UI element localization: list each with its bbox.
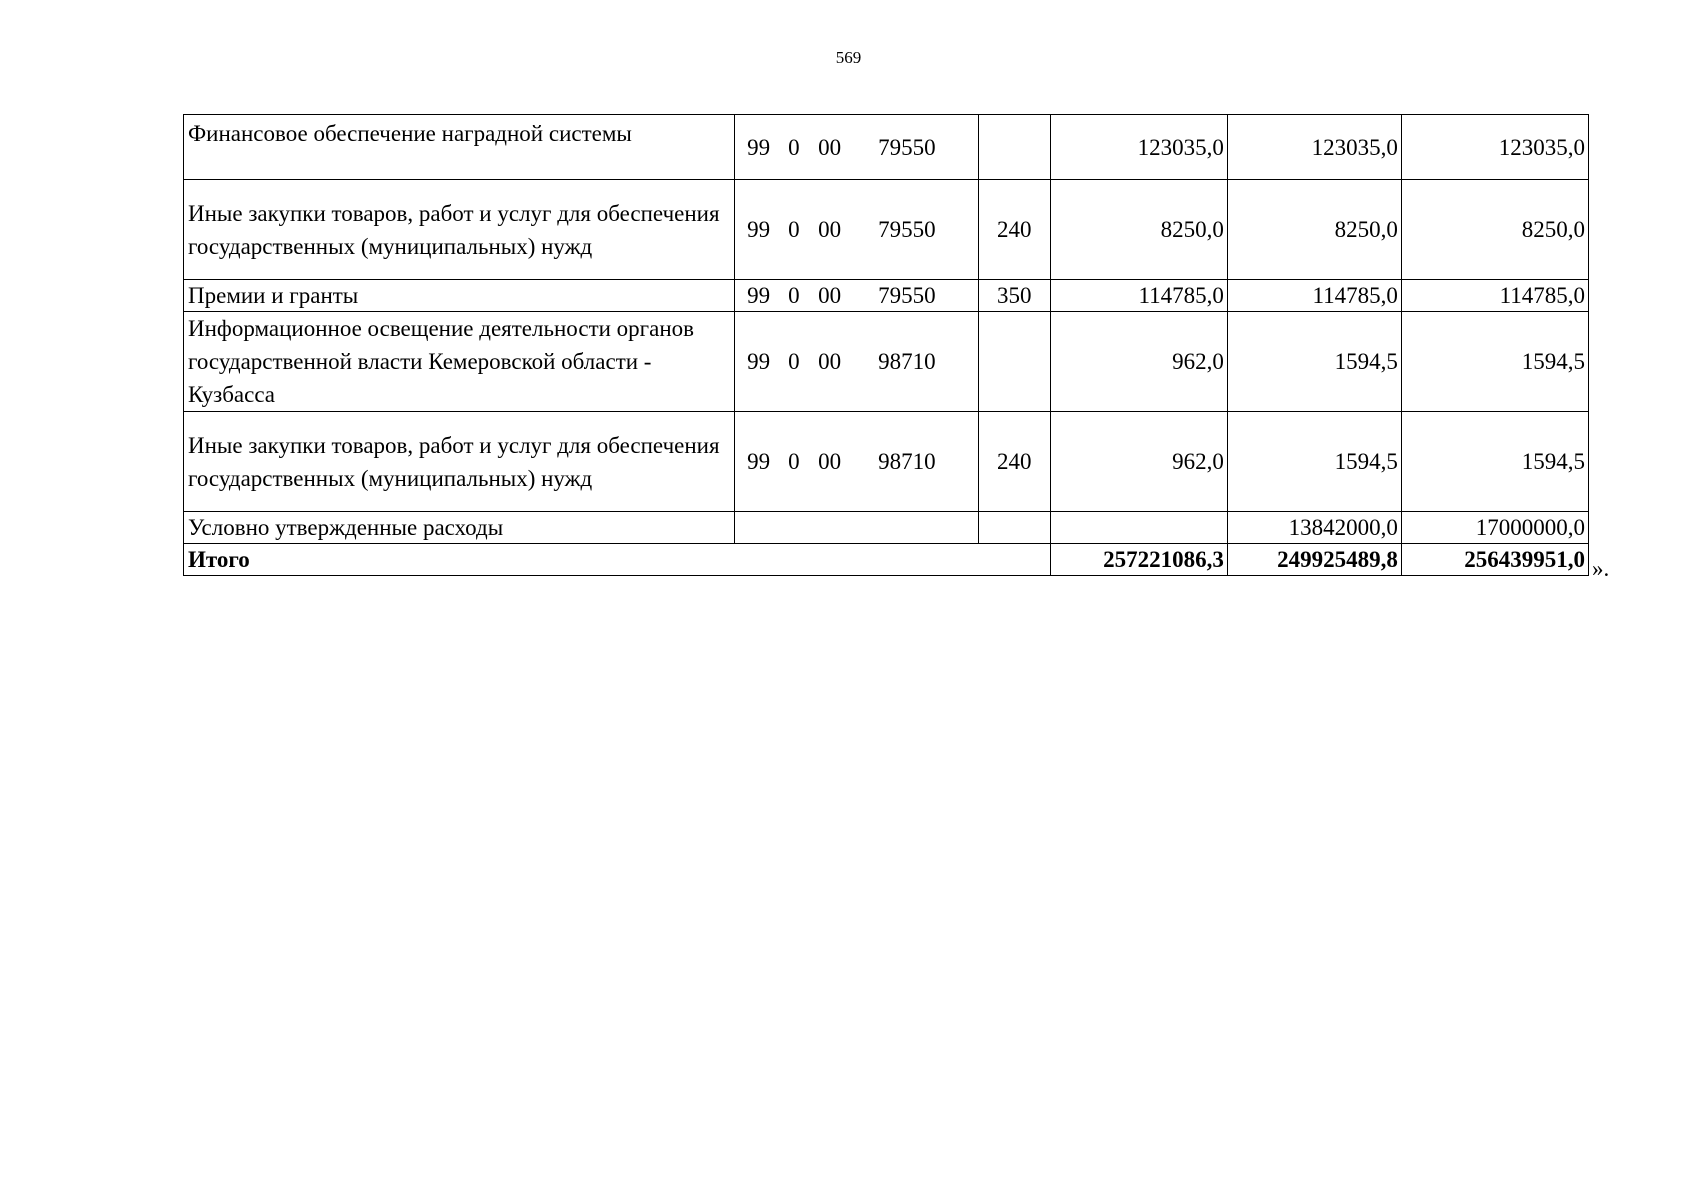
amount-year-2: 114785,0 [1227,280,1401,312]
main-event-code: 00 [818,283,842,308]
subprogram-code: 0 [788,217,800,242]
total-year-2: 249925489,8 [1227,544,1401,576]
page-number: 569 [835,48,862,67]
table-row [184,412,1589,512]
amount-year-2: 1594,5 [1227,312,1401,412]
total-year-3: 256439951,0 [1401,544,1588,576]
amount-year-1: 962,0 [1050,312,1227,412]
closing-quote-mark: ». [1592,556,1610,581]
table-row [184,280,1589,312]
budget-table [183,114,1589,576]
program-code: 99 [747,134,771,160]
table-row [184,180,1589,280]
expense-type-code: 350 [978,280,1050,312]
subprogram-code: 0 [788,349,800,374]
main-event-code: 00 [818,349,842,374]
row-name: Условно утвержденные расходы [184,512,735,544]
amount-year-1: 8250,0 [1050,180,1227,280]
target-article-code [735,280,978,312]
direction-code: 98710 [878,449,936,474]
amount-year-3: 123035,0 [1401,115,1588,180]
row-name: Иные закупки товаров, работ и услуг для обеспечения государственных (муниципальных) нужд [184,412,735,512]
amount-year-3: 114785,0 [1401,280,1588,312]
table-row [184,512,1589,544]
expense-type-code [978,512,1050,544]
target-article-code [735,115,978,180]
direction-code: 79550 [878,134,936,160]
amount-year-3: 1594,5 [1401,412,1588,512]
amount-year-2: 8250,0 [1227,180,1401,280]
subprogram-code: 0 [788,134,800,160]
amount-year-2: 123035,0 [1227,115,1401,180]
program-code: 99 [747,217,771,242]
row-name: Иные закупки товаров, работ и услуг для обеспечения государственных (муниципальных) нужд [184,180,735,280]
amount-year-1 [1050,512,1227,544]
amount-year-3: 8250,0 [1401,180,1588,280]
expense-type-code [978,312,1050,412]
amount-year-3: 17000000,0 [1401,512,1588,544]
main-event-code: 00 [818,217,842,242]
amount-year-1: 123035,0 [1050,115,1227,180]
direction-code: 79550 [878,283,936,308]
total-year-1: 257221086,3 [1050,544,1227,576]
program-code: 99 [747,283,771,308]
target-article-code [735,180,978,280]
direction-code: 79550 [878,217,936,242]
main-event-code: 00 [818,449,842,474]
row-name: Информационное освещение деятельности органов государственной власти Кемеровской области - Кузбасса [184,312,735,412]
subprogram-code: 0 [788,283,800,308]
table-row [184,312,1589,412]
total-row [184,544,1589,576]
expense-type-code: 240 [978,180,1050,280]
expense-type-code: 240 [978,412,1050,512]
amount-year-2: 1594,5 [1227,412,1401,512]
program-code: 99 [747,349,771,374]
row-name: Финансовое обеспечение наградной системы [184,115,735,180]
target-article-code [735,512,978,544]
target-article-code [735,412,978,512]
program-code: 99 [747,449,771,474]
amount-year-3: 1594,5 [1401,312,1588,412]
direction-code: 98710 [878,349,936,374]
main-event-code: 00 [818,134,842,160]
target-article-code [735,312,978,412]
table-row [184,115,1589,180]
amount-year-1: 962,0 [1050,412,1227,512]
amount-year-2: 13842000,0 [1227,512,1401,544]
expense-type-code [978,115,1050,180]
row-name: Премии и гранты [184,280,735,312]
total-label: Итого [184,544,1051,576]
amount-year-1: 114785,0 [1050,280,1227,312]
subprogram-code: 0 [788,449,800,474]
